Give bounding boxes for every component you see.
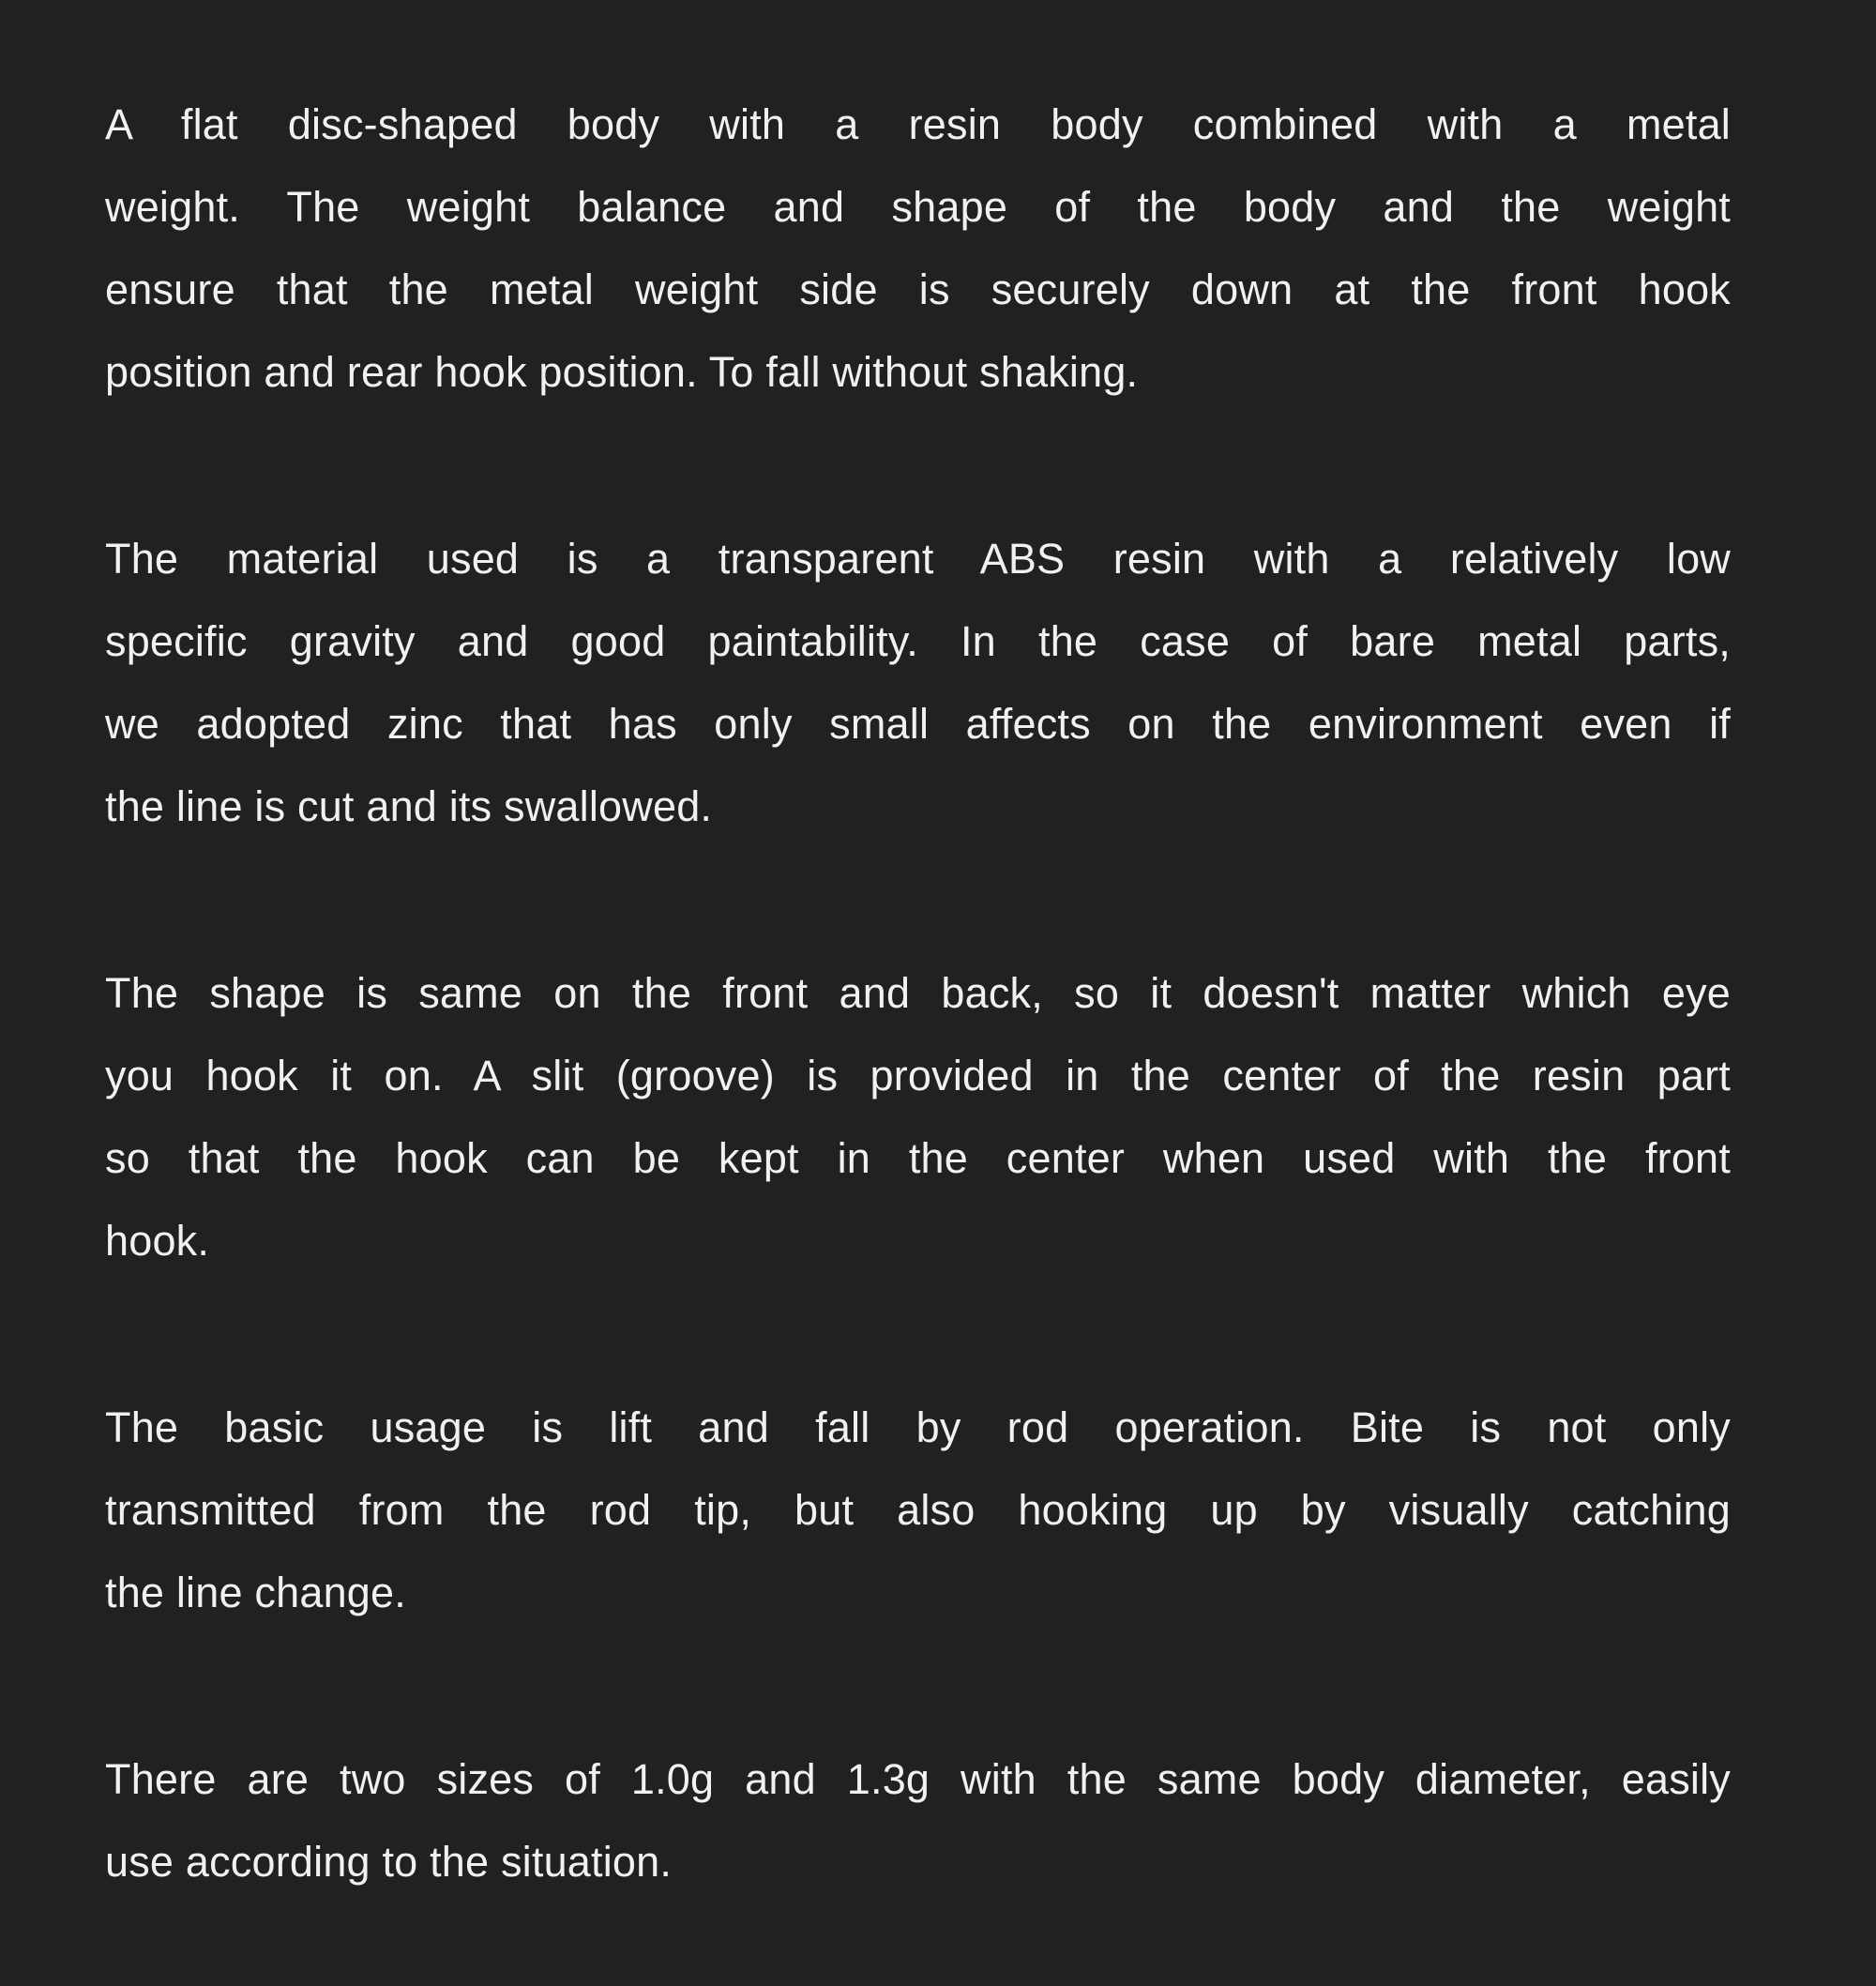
paragraph [105, 952, 1731, 1282]
text-line: specific gravity and good paintability. In the case of bare metal parts, [105, 617, 1731, 665]
text-line: ensure that the metal weight side is securely down at the front hook [105, 265, 1731, 313]
text-line: you hook it on. A slit (groove) is provided in the center of the resin part [105, 1052, 1731, 1099]
text-line: weight. The weight balance and shape of the body and the weight [105, 183, 1731, 231]
paragraph [105, 1738, 1731, 1903]
text-line: The shape is same on the front and back, so it doesn't matter which eye [105, 969, 1731, 1017]
text-line: use according to the situation. [105, 1838, 673, 1886]
text-line: The basic usage is lift and fall by rod operation. Bite is not only [105, 1403, 1731, 1451]
paragraph [105, 518, 1731, 848]
text-line: There are two sizes of 1.0g and 1.3g with the same body diameter, easily [105, 1755, 1731, 1803]
text-line: The material used is a transparent ABS resin with a relatively low [105, 535, 1731, 583]
text-line: we adopted zinc that has only small affects on the environment even if [105, 700, 1731, 748]
paragraph [105, 83, 1731, 414]
text-line: transmitted from the rod tip, but also hooking up by visually catching [105, 1486, 1731, 1534]
text-line: A flat disc-shaped body with a resin body combined with a metal [105, 100, 1731, 148]
text-line: the line is cut and its swallowed. [105, 782, 713, 830]
text-line: the line change. [105, 1569, 406, 1616]
text-line: hook. [105, 1217, 210, 1265]
text-line: position and rear hook position. To fall without shaking. [105, 348, 1139, 396]
text-line: so that the hook can be kept in the center when used with the front [105, 1134, 1731, 1182]
paragraph [105, 1387, 1731, 1634]
